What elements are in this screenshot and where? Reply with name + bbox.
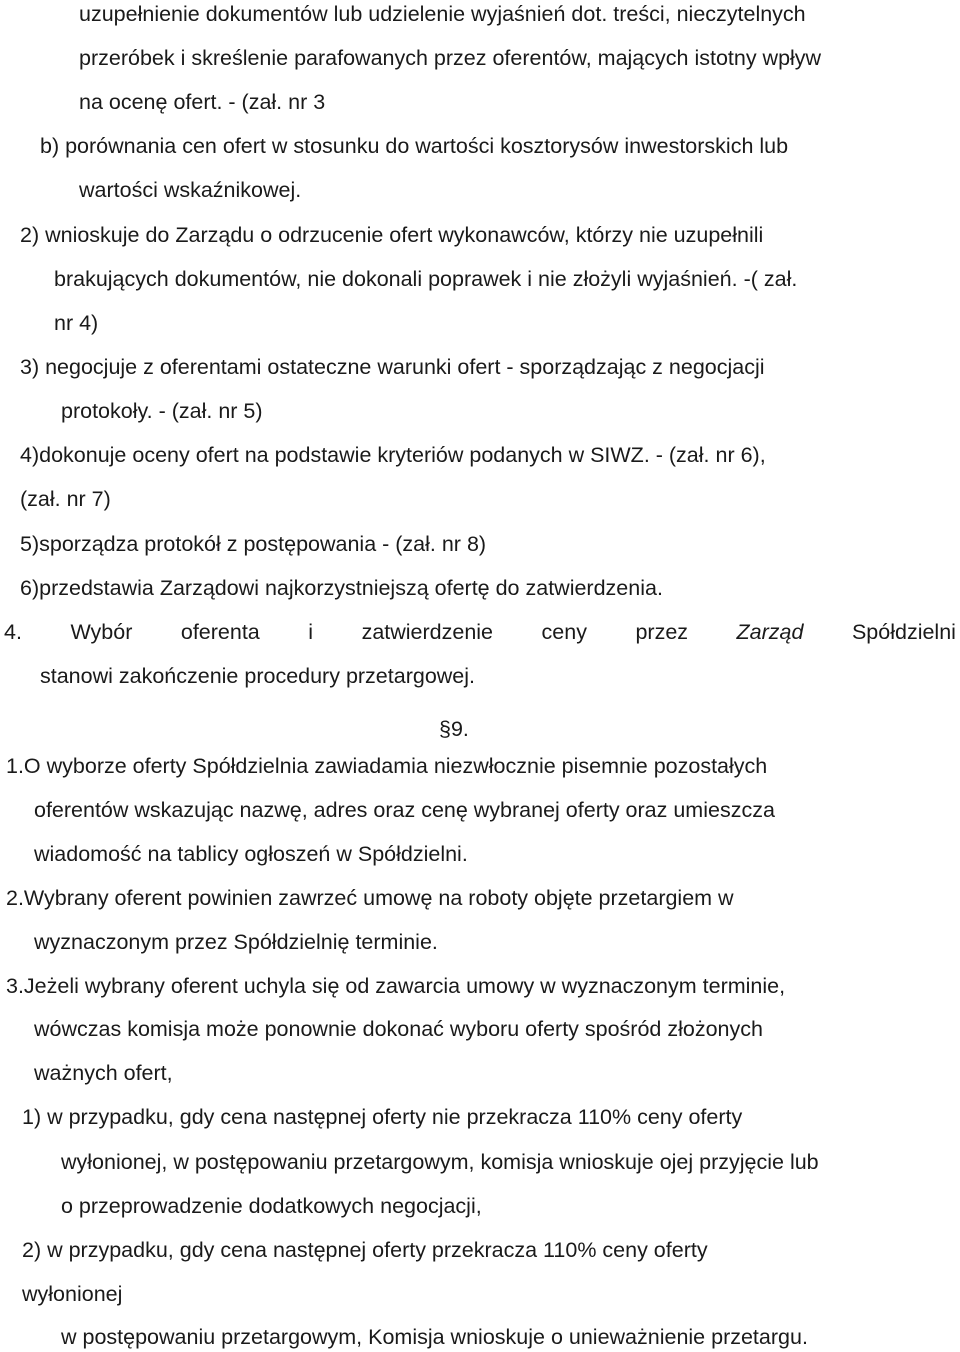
word: i: [308, 620, 314, 644]
text-line: 5)sporządza protokół z postępowania - (zał. nr 8): [20, 532, 487, 556]
word: ceny: [541, 620, 587, 644]
text-line: 1.O wyborze oferty Spółdzielnia zawiadamia niezwłocznie pisemnie pozostałych: [6, 754, 768, 778]
text-line: 2.Wybrany oferent powinien zawrzeć umowę na roboty objęte przetargiem w: [6, 886, 734, 910]
word: oferenta: [180, 620, 260, 644]
section-heading: §9.: [439, 717, 469, 741]
text-line: wyłonionej: [22, 1282, 123, 1306]
text-line: ważnych ofert,: [34, 1061, 173, 1085]
text-line: stanowi zakończenie procedury przetargowej.: [40, 664, 476, 688]
text-line: uzupełnienie dokumentów lub udzielenie wyjaśnień dot. treści, nieczytelnych: [79, 2, 806, 26]
text-line: 2) w przypadku, gdy cena następnej oferty przekracza 110% ceny oferty: [22, 1238, 708, 1262]
text-line: (zał. nr 7): [20, 487, 111, 511]
text-line: wartości wskaźnikowej.: [79, 178, 302, 202]
text-line: o przeprowadzenie dodatkowych negocjacji,: [61, 1194, 482, 1218]
text-line: w postępowaniu przetargowym, Komisja wnioskuje o unieważnienie przetargu.: [61, 1325, 808, 1349]
text-line: 4)dokonuje oceny ofert na podstawie kryteriów podanych w SIWZ. - (zał. nr 6),: [20, 443, 766, 467]
text-line: oferentów wskazując nazwę, adres oraz cenę wybranej oferty oraz umieszcza: [34, 798, 775, 822]
text-line: protokoły. - (zał. nr 5): [61, 399, 263, 423]
word-italic: Zarząd: [736, 620, 804, 644]
word: zatwierdzenie: [361, 620, 494, 644]
text-line: 6)przedstawia Zarządowi najkorzystniejszą ofertę do zatwierdzenia.: [20, 576, 663, 600]
text-line: wówczas komisja może ponownie dokonać wyboru oferty spośród złożonych: [34, 1017, 763, 1041]
text-line: 3.Jeżeli wybrany oferent uchyla się od zawarcia umowy w wyznaczonym terminie,: [6, 974, 786, 998]
text-line: b) porównania cen ofert w stosunku do wartości kosztorysów inwestorskich lub: [40, 134, 789, 158]
word: przez: [635, 620, 689, 644]
text-line: 3) negocjuje z oferentami ostateczne warunki ofert - sporządzając z negocjacji: [20, 355, 765, 379]
word: 4.: [4, 620, 22, 644]
justified-line: [4, 619, 956, 645]
text-line: wyznaczonym przez Spółdzielnię terminie.: [34, 930, 438, 954]
text-line: 2) wnioskuje do Zarządu o odrzucenie ofert wykonawców, którzy nie uzupełnili: [20, 223, 764, 247]
text-line: nr 4): [54, 311, 99, 335]
text-line: wyłonionej, w postępowaniu przetargowym, komisja wnioskuje ojej przyjęcie lub: [61, 1150, 819, 1174]
word: Wybór: [70, 620, 133, 644]
word: Spółdzielni: [851, 620, 956, 644]
text-line: 1) w przypadku, gdy cena następnej oferty nie przekracza 110% ceny oferty: [22, 1105, 743, 1129]
text-line: brakujących dokumentów, nie dokonali poprawek i nie złożyli wyjaśnień. -( zał.: [54, 267, 798, 291]
text-line: na ocenę ofert. - (zał. nr 3: [79, 90, 326, 114]
text-line: przeróbek i skreślenie parafowanych przez oferentów, mających istotny wpływ: [79, 46, 822, 70]
text-line: wiadomość na tablicy ogłoszeń w Spółdzielni.: [34, 842, 468, 866]
